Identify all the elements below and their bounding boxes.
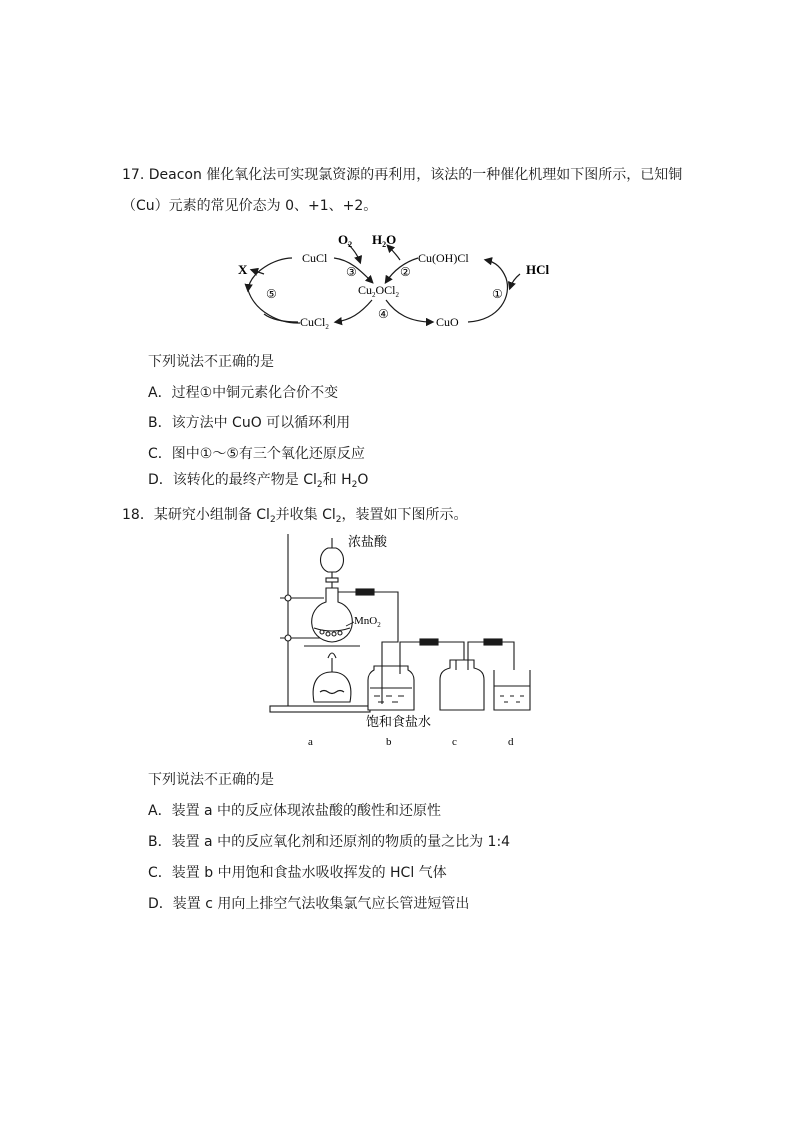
cycle-left-top-arc (248, 258, 292, 290)
label-c: c (452, 736, 457, 748)
label-hcl: HCl (526, 262, 550, 277)
label-cuohcl: Cu(OH)Cl (418, 251, 469, 265)
bottle-c (440, 660, 484, 710)
alcohol-lamp (313, 672, 351, 702)
label-x: X (238, 262, 248, 277)
beaker-d (494, 670, 530, 710)
label-d: d (508, 736, 514, 748)
label-step3: ③ (346, 265, 357, 279)
label-h2o: $H_2O$ (372, 232, 397, 249)
q18-stem: 18．某研究小组制备 $Cl_2$并收集 $Cl_2$，装置如下图所示。 (122, 507, 468, 525)
label-cu2ocl2: $Cu_2OCl_2$ (358, 283, 400, 299)
arrow-center-to-cucl2 (336, 300, 372, 322)
q17-option-c: C．图中①～⑤有三个氧化还原反应 (148, 446, 365, 462)
catalytic-cycle-diagram (200, 222, 570, 338)
label-step1: ① (492, 287, 503, 301)
q17-option-d: D．该转化的最终产物是 $Cl_2$和 $H_2O$ (148, 472, 369, 490)
separatory-funnel (321, 548, 344, 572)
arrow-hcl-in (510, 274, 520, 288)
label-brine: 饱和食盐水 (366, 715, 432, 730)
q17-stem-line2: （Cu）元素的常见价态为 0、+1、+2。 (122, 198, 378, 214)
label-o2: $O_2$ (338, 232, 353, 249)
q18-option-c: C．装置 b 中用饱和食盐水吸收挥发的 HCl 气体 (148, 865, 447, 881)
label-cucl: CuCl (302, 251, 328, 265)
q17-stem-line1: 17. Deacon 催化氧化法可实现氯资源的再利用，该法的一种催化机理如下图所示，已知铜 (122, 167, 683, 183)
q17-prompt: 下列说法不正确的是 (148, 354, 274, 370)
label-mno2: MnO$_2$ (354, 615, 381, 629)
q17-option-a: A．过程①中铜元素化合价不变 (148, 385, 339, 401)
label-a: a (308, 736, 313, 748)
label-conc-hcl: 浓盐酸 (348, 535, 388, 550)
label-cuo: CuO (436, 315, 459, 329)
q18-option-d: D．装置 c 用向上排空气法收集氯气应长管进短管出 (148, 896, 470, 912)
q18-option-b: B．装置 a 中的反应氧化剂和还原剂的物质的量之比为 1:4 (148, 834, 511, 850)
q18-option-a: A．装置 a 中的反应体现浓盐酸的酸性和还原性 (148, 803, 442, 819)
label-step4: ④ (378, 307, 389, 321)
stand-base (270, 706, 370, 712)
q18-prompt: 下列说法不正确的是 (148, 772, 274, 788)
arrow-center-to-cuo (386, 300, 432, 322)
apparatus-diagram (262, 530, 542, 750)
arrow-h2o-out (388, 246, 400, 260)
label-b: b (386, 736, 392, 748)
q17-option-b: B．该方法中 CuO 可以循环利用 (148, 415, 351, 431)
label-step2: ② (400, 265, 411, 279)
arrow-to-x (252, 270, 264, 274)
label-cucl2: CuCl$_2$ (300, 315, 329, 331)
label-step5: ⑤ (266, 287, 277, 301)
